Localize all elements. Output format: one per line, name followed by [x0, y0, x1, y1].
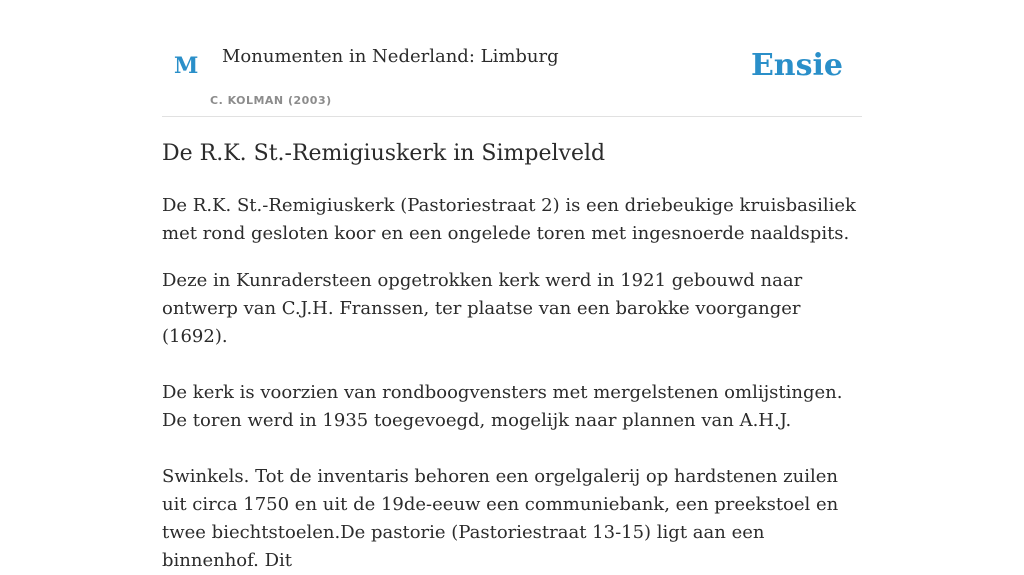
author-byline: C. KOLMAN (2003) [210, 94, 332, 107]
article-body [162, 138, 862, 575]
brand-logo[interactable]: Ensie [750, 48, 843, 83]
paragraph: De R.K. St.-Remigiuskerk (Pastoriestraat 2) is een driebeukige kruisbasiliek met rond gesloten koor en een ongelede toren met ingesnoerde naaldspits. [162, 195, 856, 244]
book-logo[interactable]: M [174, 53, 199, 79]
paragraph: De kerk is voorzien van rondboogvensters met mergelstenen omlijstingen. De toren werd in 1935 toegevoegd, mogelijk naar plannen van A.H.J. [162, 382, 843, 431]
page-header [162, 0, 862, 117]
paragraph: Deze in Kunradersteen opgetrokken kerk werd in 1921 gebouwd naar ontwerp van C.J.H. Franssen, ter plaatse van een barokke voorganger (1692). [162, 270, 803, 347]
paragraph: Swinkels. Tot de inventaris behoren een orgelgalerij op hardstenen zuilen uit circa 1750 en uit de 19de-eeuw een communiebank, een preekstoel en twee biechtstoelen.De pastorie (Pastoriestraat 13-15) ligt aan een binnenhof. Dit [162, 466, 839, 571]
book-title[interactable]: Monumenten in Nederland: Limburg [222, 46, 559, 67]
article-title: De R.K. St.-Remigiuskerk in Simpelveld [162, 141, 606, 166]
